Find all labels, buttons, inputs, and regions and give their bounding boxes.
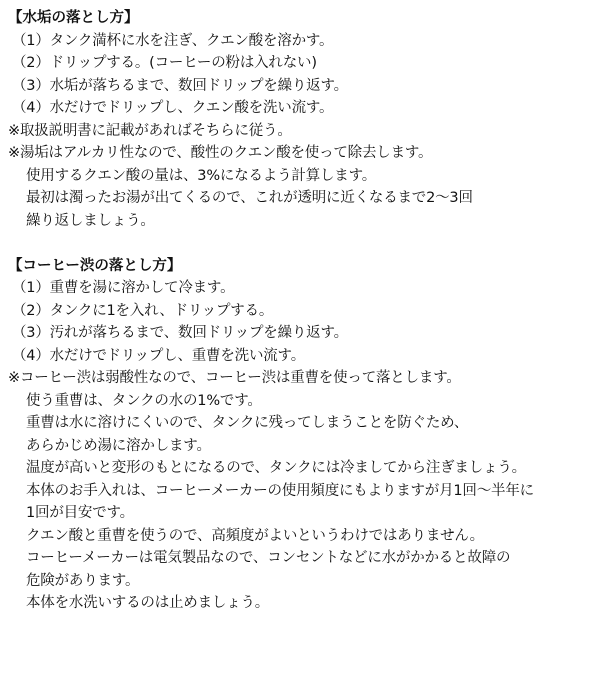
coffee-stain-step-4: （4）水だけでドリップし、重曹を洗い流す。 bbox=[12, 347, 305, 364]
coffee-stain-note-line: 危険があります。 bbox=[26, 572, 140, 589]
document-body bbox=[8, 7, 594, 615]
coffee-stain-note-line: 使う重曹は、タンクの水の1%です。 bbox=[26, 392, 262, 409]
descale-note-line: 使用するクエン酸の量は、3%になるよう計算します。 bbox=[26, 167, 377, 184]
section-heading-descale: 【水垢の落とし方】 bbox=[8, 10, 139, 26]
descale-note-manual: ※取扱説明書に記載があればそちらに従う。 bbox=[8, 122, 292, 139]
descale-note-line: 繰り返しましょう。 bbox=[26, 212, 155, 229]
descale-note-alkaline: ※湯垢はアルカリ性なので、酸性のクエン酸を使って除去します。 bbox=[8, 145, 433, 161]
descale-note-line: 最初は濁ったお湯が出てくるので、これが透明に近くなるまで2〜3回 bbox=[26, 190, 473, 206]
coffee-stain-step-3: （3）汚れが落ちるまで、数回ドリップを繰り返す。 bbox=[12, 325, 348, 341]
section-heading-coffee-stain: 【コーヒー渋の落とし方】 bbox=[8, 257, 182, 274]
coffee-stain-note-line: 本体のお手入れは、コーヒーメーカーの使用頻度にもよりますが月1回〜半年に bbox=[26, 482, 534, 499]
coffee-stain-note-line: あらかじめ湯に溶かします。 bbox=[26, 437, 211, 454]
descale-step-2: （2）ドリップする。(コーヒーの粉は入れない) bbox=[12, 55, 317, 71]
coffee-stain-note-line: クエン酸と重曹を使うので、高頻度がよいというわけではありません。 bbox=[26, 527, 484, 544]
coffee-stain-note-line: 1回が目安です。 bbox=[26, 505, 134, 521]
coffee-stain-note-line: 重曹は水に溶けにくいので、タンクに残ってしまうことを防ぐため、 bbox=[26, 415, 469, 431]
descale-step-3: （3）水垢が落ちるまで、数回ドリップを繰り返す。 bbox=[12, 77, 348, 94]
coffee-stain-note-line: コーヒーメーカーは電気製品なので、コンセントなどに水がかかると故障の bbox=[26, 550, 511, 566]
descale-step-4: （4）水だけでドリップし、クエン酸を洗い流す。 bbox=[12, 100, 334, 116]
coffee-stain-note-line: 本体を水洗いするのは止めましょう。 bbox=[26, 595, 270, 611]
descale-step-1: （1）タンク満杯に水を注ぎ、クエン酸を溶かす。 bbox=[12, 32, 334, 49]
coffee-stain-note-line: 温度が高いと変形のもとになるので、タンクには冷ましてから注ぎましょう。 bbox=[26, 460, 526, 476]
section-spacer bbox=[8, 232, 594, 255]
coffee-stain-step-2: （2）タンクに1を入れ、ドリップする。 bbox=[12, 302, 274, 319]
coffee-stain-step-1: （1）重曹を湯に溶かして冷ます。 bbox=[12, 280, 235, 296]
coffee-stain-note: ※コーヒー渋は弱酸性なので、コーヒー渋は重曹を使って落とします。 bbox=[8, 370, 461, 386]
